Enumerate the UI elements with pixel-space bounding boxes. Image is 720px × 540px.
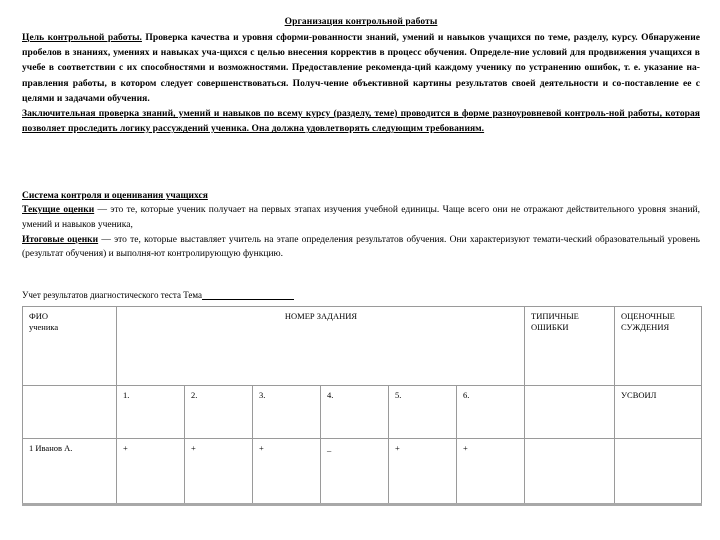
diagnostic-results-table — [22, 306, 702, 506]
table-row — [23, 438, 702, 504]
student-mark-cell-2: + — [185, 438, 253, 504]
task-number-cell-4: 4. — [321, 385, 389, 438]
student-mark-cell-1: + — [117, 438, 185, 504]
student-errors-cell — [525, 438, 615, 504]
table-caption-text: Учет результатов диагностического теста Тема — [22, 289, 202, 300]
task-row-errors-cell — [525, 385, 615, 438]
goal-paragraph-text: Проверка качества и уровня сформи-рованности знаний, умений и навыков учащихся по теме, разделу, курсу. Обнаружение пробелов в знаниях, умениях и навыках уча-щихся с целью внесения корректив в процесс обучения. Определе-ние условий для продвижения учащихся в учебе в соответствии с их способностями и возможностями. Предоставление рекоменда-ций каждому ученику по устранению ошибок, т. е. указание на-правления работы, в котором следует совершенствоваться. Получ-чение объективной картины результатов своей деятельности и со-поставление ее с целями и задачами обучения. — [22, 33, 700, 104]
table-task-numbers-row — [23, 385, 702, 438]
table-header-row — [23, 306, 702, 385]
header-cell-task-number: НОМЕР ЗАДАНИЯ — [117, 306, 525, 385]
current-marks-paragraph — [22, 203, 700, 232]
task-number-cell-1: 1. — [117, 385, 185, 438]
student-mastered-cell — [615, 438, 702, 504]
goal-paragraph-lead: Цель контрольной работы. — [22, 33, 142, 43]
goal-paragraph — [22, 31, 700, 107]
final-marks-paragraph — [22, 233, 700, 262]
header-cell-student-name — [23, 306, 117, 385]
header-fio-line2: ученика — [29, 322, 59, 333]
current-marks-lead: Текущие оценки — [22, 205, 95, 216]
mastered-label-cell: УСВОИЛ — [615, 385, 702, 438]
table-caption — [22, 288, 700, 302]
header-cell-typical-errors: ТИПИЧНЫЕ ОШИБКИ — [525, 306, 615, 385]
student-mark-cell-6: + — [457, 438, 525, 504]
student-name-cell: 1 Иванов А. — [23, 438, 117, 504]
task-row-empty-name-cell — [23, 385, 117, 438]
final-marks-lead: Итоговые оценки — [22, 234, 99, 245]
section-heading-control-system: Система контроля и оценивания учащихся — [22, 191, 208, 202]
task-number-cell-2: 2. — [185, 385, 253, 438]
current-marks-text: — это те, которые ученик получает на первых этапах изучения учебной единицы. Чаще всего они не отражают действительного уровня знаний, умений и навыков ученика, — [22, 205, 700, 231]
spacer-before-table — [22, 262, 700, 288]
header-cell-evaluative-judgements: ОЦЕНОЧНЫЕ СУЖДЕНИЯ — [615, 306, 702, 385]
task-number-cell-6: 6. — [457, 385, 525, 438]
student-mark-cell-3: + — [253, 438, 321, 504]
final-marks-text: — это те, которые выставляет учитель на этапе определения результатов обучения. Они характеризуют темати-ческий образовательный уровень (результат обучения) и выполня-ют контролирующую функцию. — [22, 234, 700, 260]
student-mark-cell-5: + — [389, 438, 457, 504]
final-check-paragraph: Заключительная проверка знаний, умений и навыков по всему курсу (разделу, теме) проводится в форме разноуровневой контроль-ной работы, которая позволяет проследить логику рассуждений ученика. Она должна удовлетворять следующим требованиям. — [22, 109, 700, 135]
page-title: Организация контрольной работы — [284, 17, 438, 27]
task-number-cell-3: 3. — [253, 385, 321, 438]
student-mark-cell-4: _ — [321, 438, 389, 504]
header-fio-line1: ФИО — [29, 310, 48, 321]
task-number-cell-5: 5. — [389, 385, 457, 438]
spacer-after-intro — [22, 137, 700, 189]
topic-blank-field[interactable] — [202, 299, 294, 300]
